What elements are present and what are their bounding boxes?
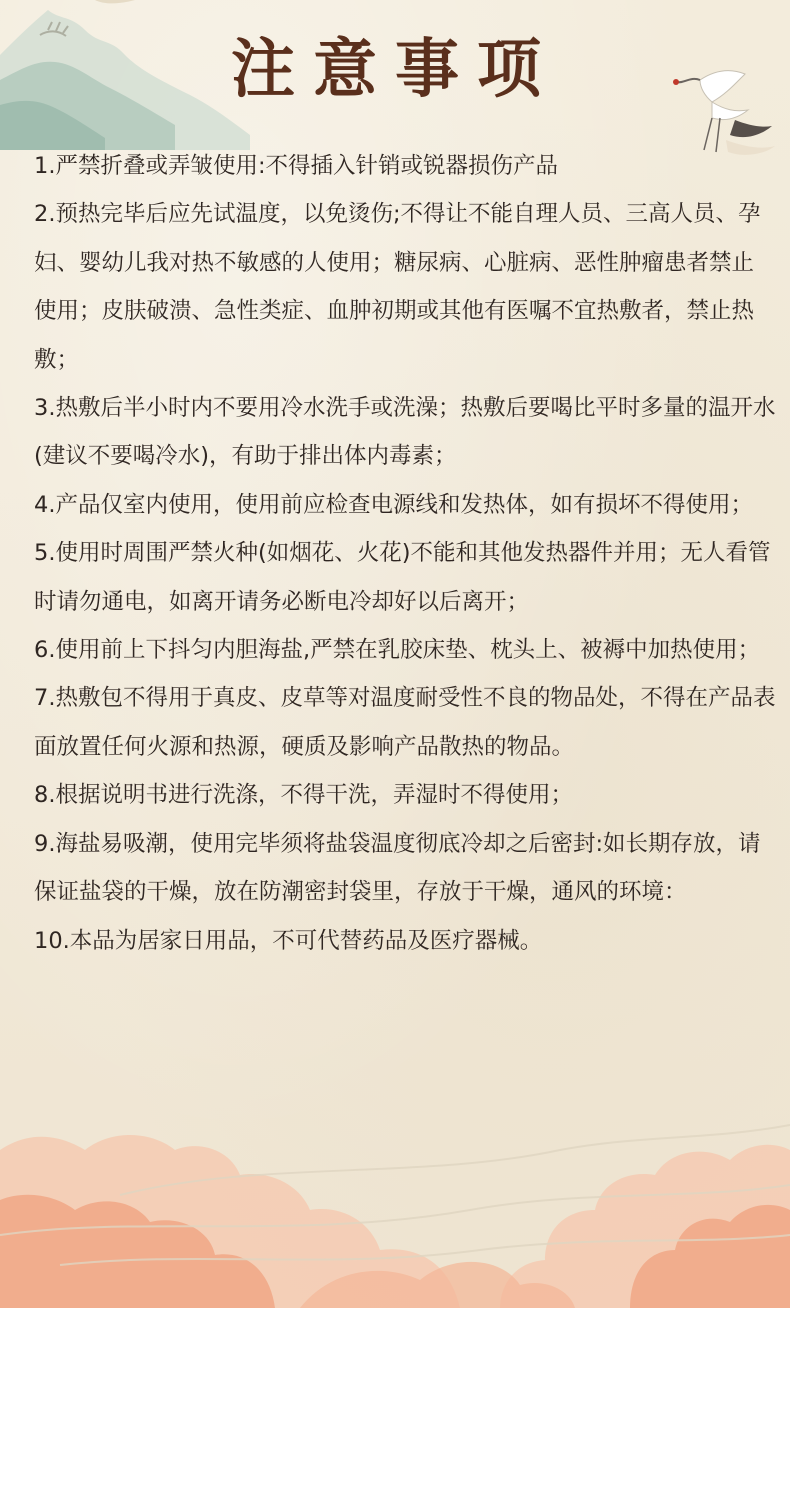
list-item: 4.产品仅室内使用，使用前应检查电源线和发热体，如有损坏不得使用；: [34, 491, 753, 518]
list-item: 5.使用时周围严禁火种(如烟花、火花)不能和其他发热器件并用；无人看管时请勿通电，如离开请务必断电冷却好以后离开；: [34, 540, 771, 615]
list-item: 10.本品为居家日用品，不可代替药品及医疗器械。: [34, 927, 543, 954]
list-item: 1.严禁折叠或弄皱使用:不得插入针销或锐器损伤产品: [34, 153, 559, 179]
list-item: 8.根据说明书进行洗涤，不得干洗，弄湿时不得使用；: [34, 782, 573, 809]
list-item: 3.热敷后半小时内不要用冷水洗手或洗澡；热敷后要喝比平时多量的温开水(建议不要喝冷水)，有助于排出体内毒素；: [34, 395, 776, 470]
blank-area: [0, 1308, 790, 1493]
list-item: 9.海盐易吸潮，使用完毕须将盐袋温度彻底冷却之后密封:如长期存放，请保证盐袋的干燥，放在防潮密封袋里，存放于干燥，通风的环境：: [34, 830, 761, 906]
cloud-illustration: [0, 1125, 790, 1308]
list-item: 2.预热完毕后应先试温度，以免烫伤;不得让不能自理人员、三高人员、孕妇、婴幼儿我对热不敏感的人使用；糖尿病、心脏病、恶性肿瘤患者禁止使用；皮肤破溃、急性类症、血肿初期或其他有医嘱不宜热敷者，禁止热敷；: [34, 201, 761, 373]
list-item: 6.使用前上下抖匀内胆海盐,严禁在乳胶床垫、枕头上、被褥中加热使用；: [34, 637, 761, 664]
precautions-list: [34, 142, 776, 965]
page-title: 注意事项: [231, 32, 559, 107]
list-item: 7.热敷包不得用于真皮、皮草等对温度耐受性不良的物品处，不得在产品表面放置任何火源和热源，硬质及影响产品散热的物品。: [34, 685, 776, 760]
